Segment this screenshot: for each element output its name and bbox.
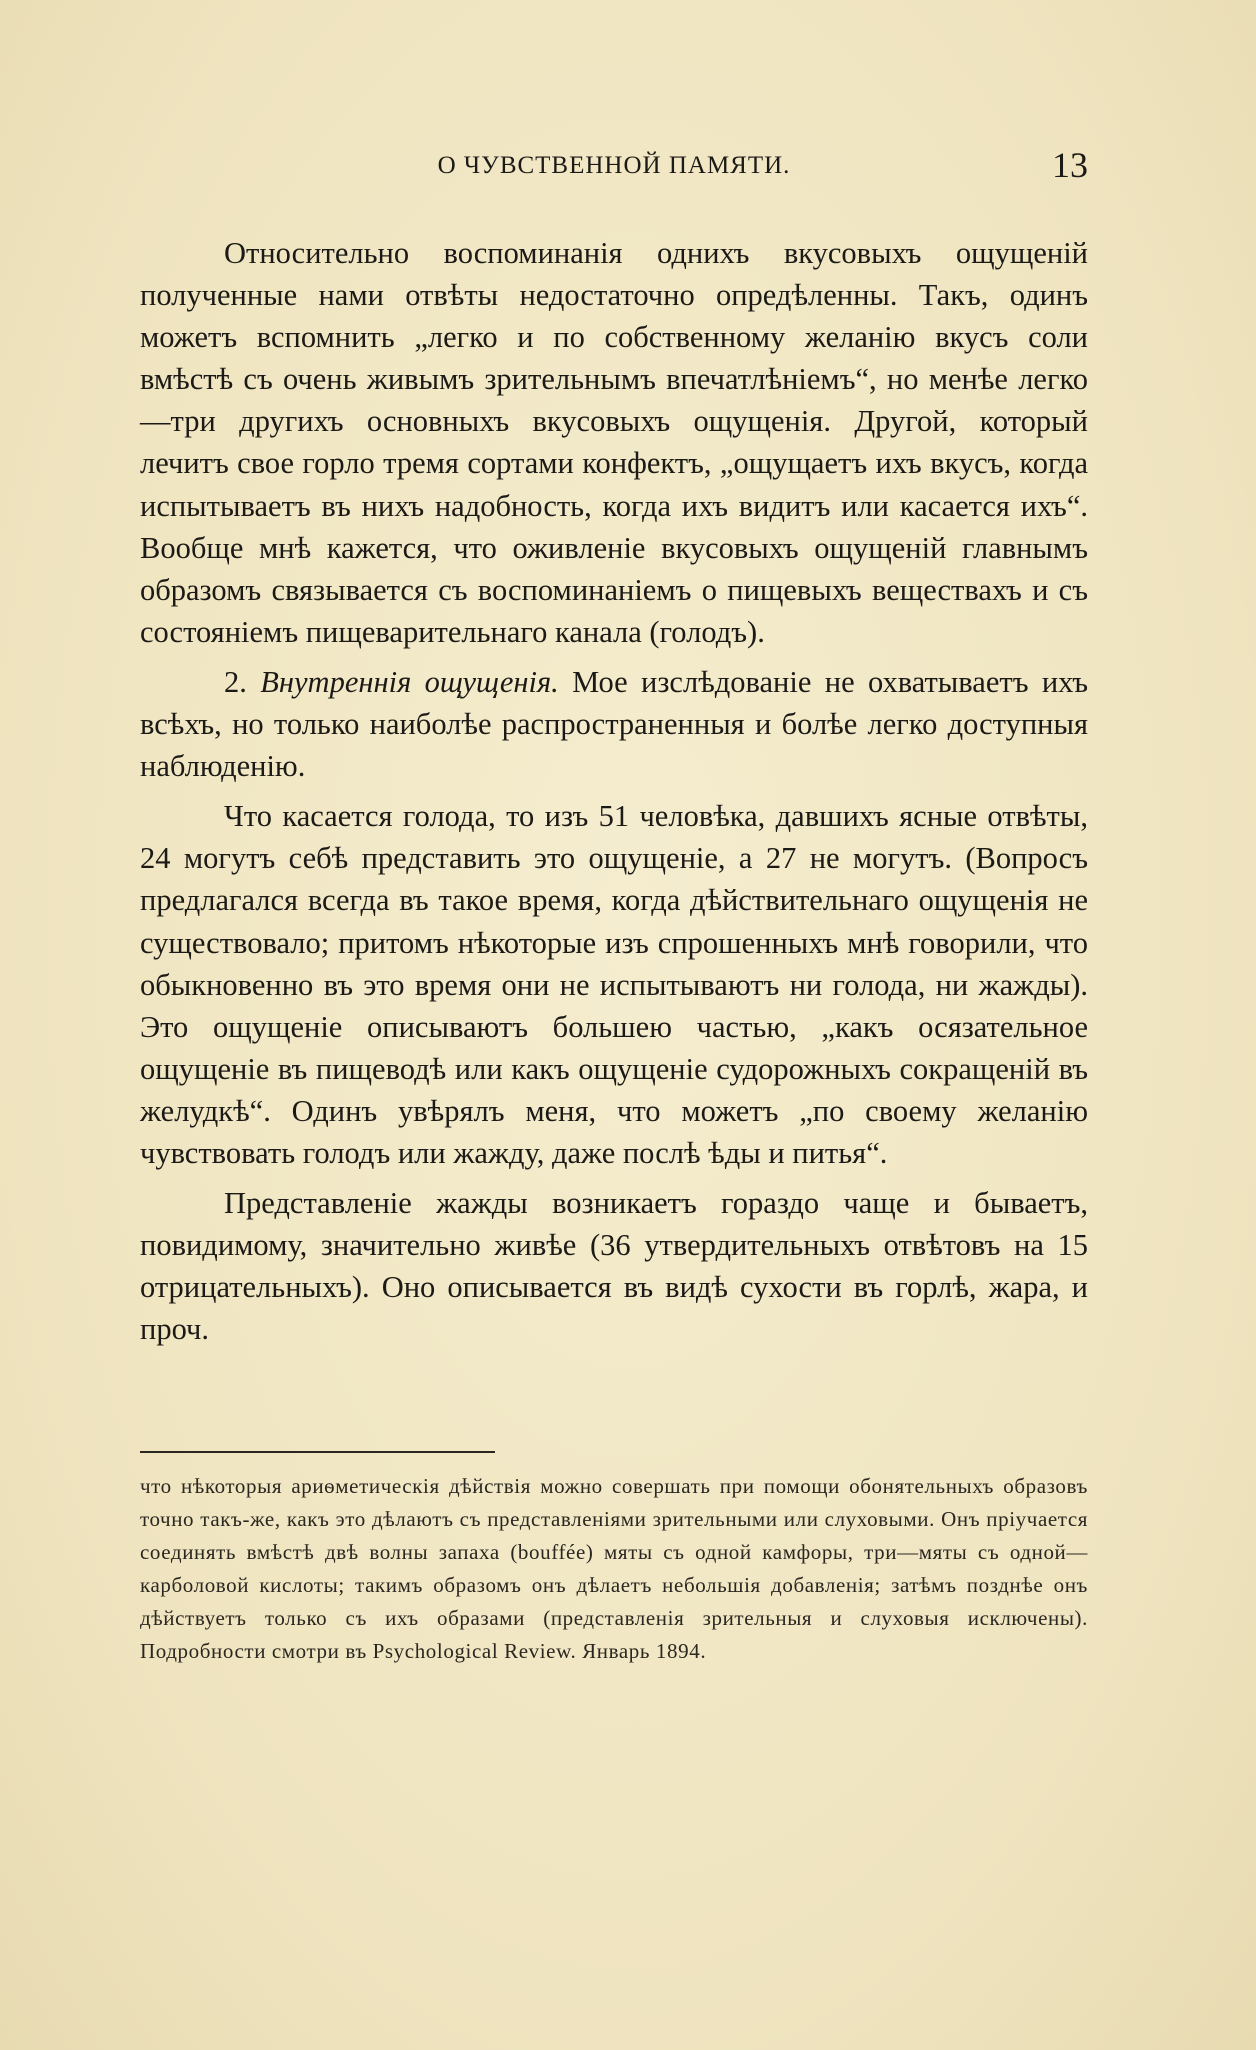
page-header xyxy=(140,145,1088,192)
footnote-divider xyxy=(140,1451,495,1453)
footnote xyxy=(140,1470,1088,1668)
section-number: 2. xyxy=(224,664,247,699)
main-text xyxy=(140,232,1088,1358)
paragraph-thirst: Представленіе жажды возникаетъ гораздо чаще и бываетъ, повидимому, значительно живѣе (36 утвердительныхъ отвѣтовъ на 15 отрицательныхъ). Оно описывается въ видѣ сухости въ горлѣ, жара, и проч. xyxy=(140,1186,1088,1347)
paragraph-taste-memory: Относительно воспоминанія однихъ вкусовыхъ ощущеній полученные нами отвѣты недостаточно опредѣленны. Такъ, одинъ можетъ вспомнить „легко и по собственному желанію вкусъ соли вмѣстѣ съ очень живымъ зрительнымъ впечатлѣніемъ“, но менѣе легко—три другихъ основныхъ вкусовыхъ ощущенія. Другой, который лечитъ свое горло тремя сортами конфектъ, „ощущаетъ ихъ вкусъ, когда испытываетъ въ нихъ надобность, когда ихъ видитъ или касается ихъ“. Вообще мнѣ кажется, что оживленіе вкусовыхъ ощущеній главнымъ образомъ связывается съ воспоминаніемъ о пищевыхъ веществахъ и съ состояніемъ пищеварительнаго канала (голодъ). xyxy=(140,236,1088,649)
footnote-text: что нѣкоторыя ариѳметическія дѣйствія можно совершать при помощи обонятельныхъ образовъ точно такъ-же, какъ это дѣлаютъ съ представленіями зрительными или слуховыми. Онъ пріучается соединять вмѣстѣ двѣ волны запаха (bouffée) мяты съ одной камфоры, три—мяты съ одной—карболовой кислоты; такимъ образомъ онъ дѣлаетъ небольшія добавленія; затѣмъ позднѣе онъ дѣйствуетъ только съ ихъ образами (представленія зрительныя и слуховыя исключены). Подробности смотри въ Psychological Review. Январь 1894. xyxy=(140,1474,1088,1663)
page-number: 13 xyxy=(1052,145,1088,185)
section-heading: Внутреннія ощущенія. xyxy=(260,664,559,699)
paragraph-hunger: Что касается голода, то изъ 51 человѣка, давшихъ ясные отвѣты, 24 могутъ себѣ представить это ощущеніе, а 27 не могутъ. (Вопросъ предлагался всегда въ такое время, когда дѣйствительнаго ощущенія не существовало; притомъ нѣкоторые изъ спрошенныхъ мнѣ говорили, что обыкновенно въ это время они не испытываютъ ни голода, ни жажды). Это ощущеніе описываютъ большею частью, „какъ осязательное ощущеніе въ пищеводѣ или какъ ощущеніе судорожныхъ сокращеній въ желудкѣ“. Одинъ увѣрялъ меня, что можетъ „по своему желанію чувствовать голодъ или жажду, даже послѣ ѣды и питья“. xyxy=(140,799,1088,1170)
section-intro-text: Мое изслѣдованіе не охватываетъ ихъ всѣхъ, но только наиболѣе распространенныя и болѣе легко доступныя наблюденію. xyxy=(140,664,1089,784)
paragraph-internal-sensations xyxy=(140,661,1088,787)
running-title: О ЧУВСТВЕННОЙ ПАМЯТИ. xyxy=(437,152,791,179)
